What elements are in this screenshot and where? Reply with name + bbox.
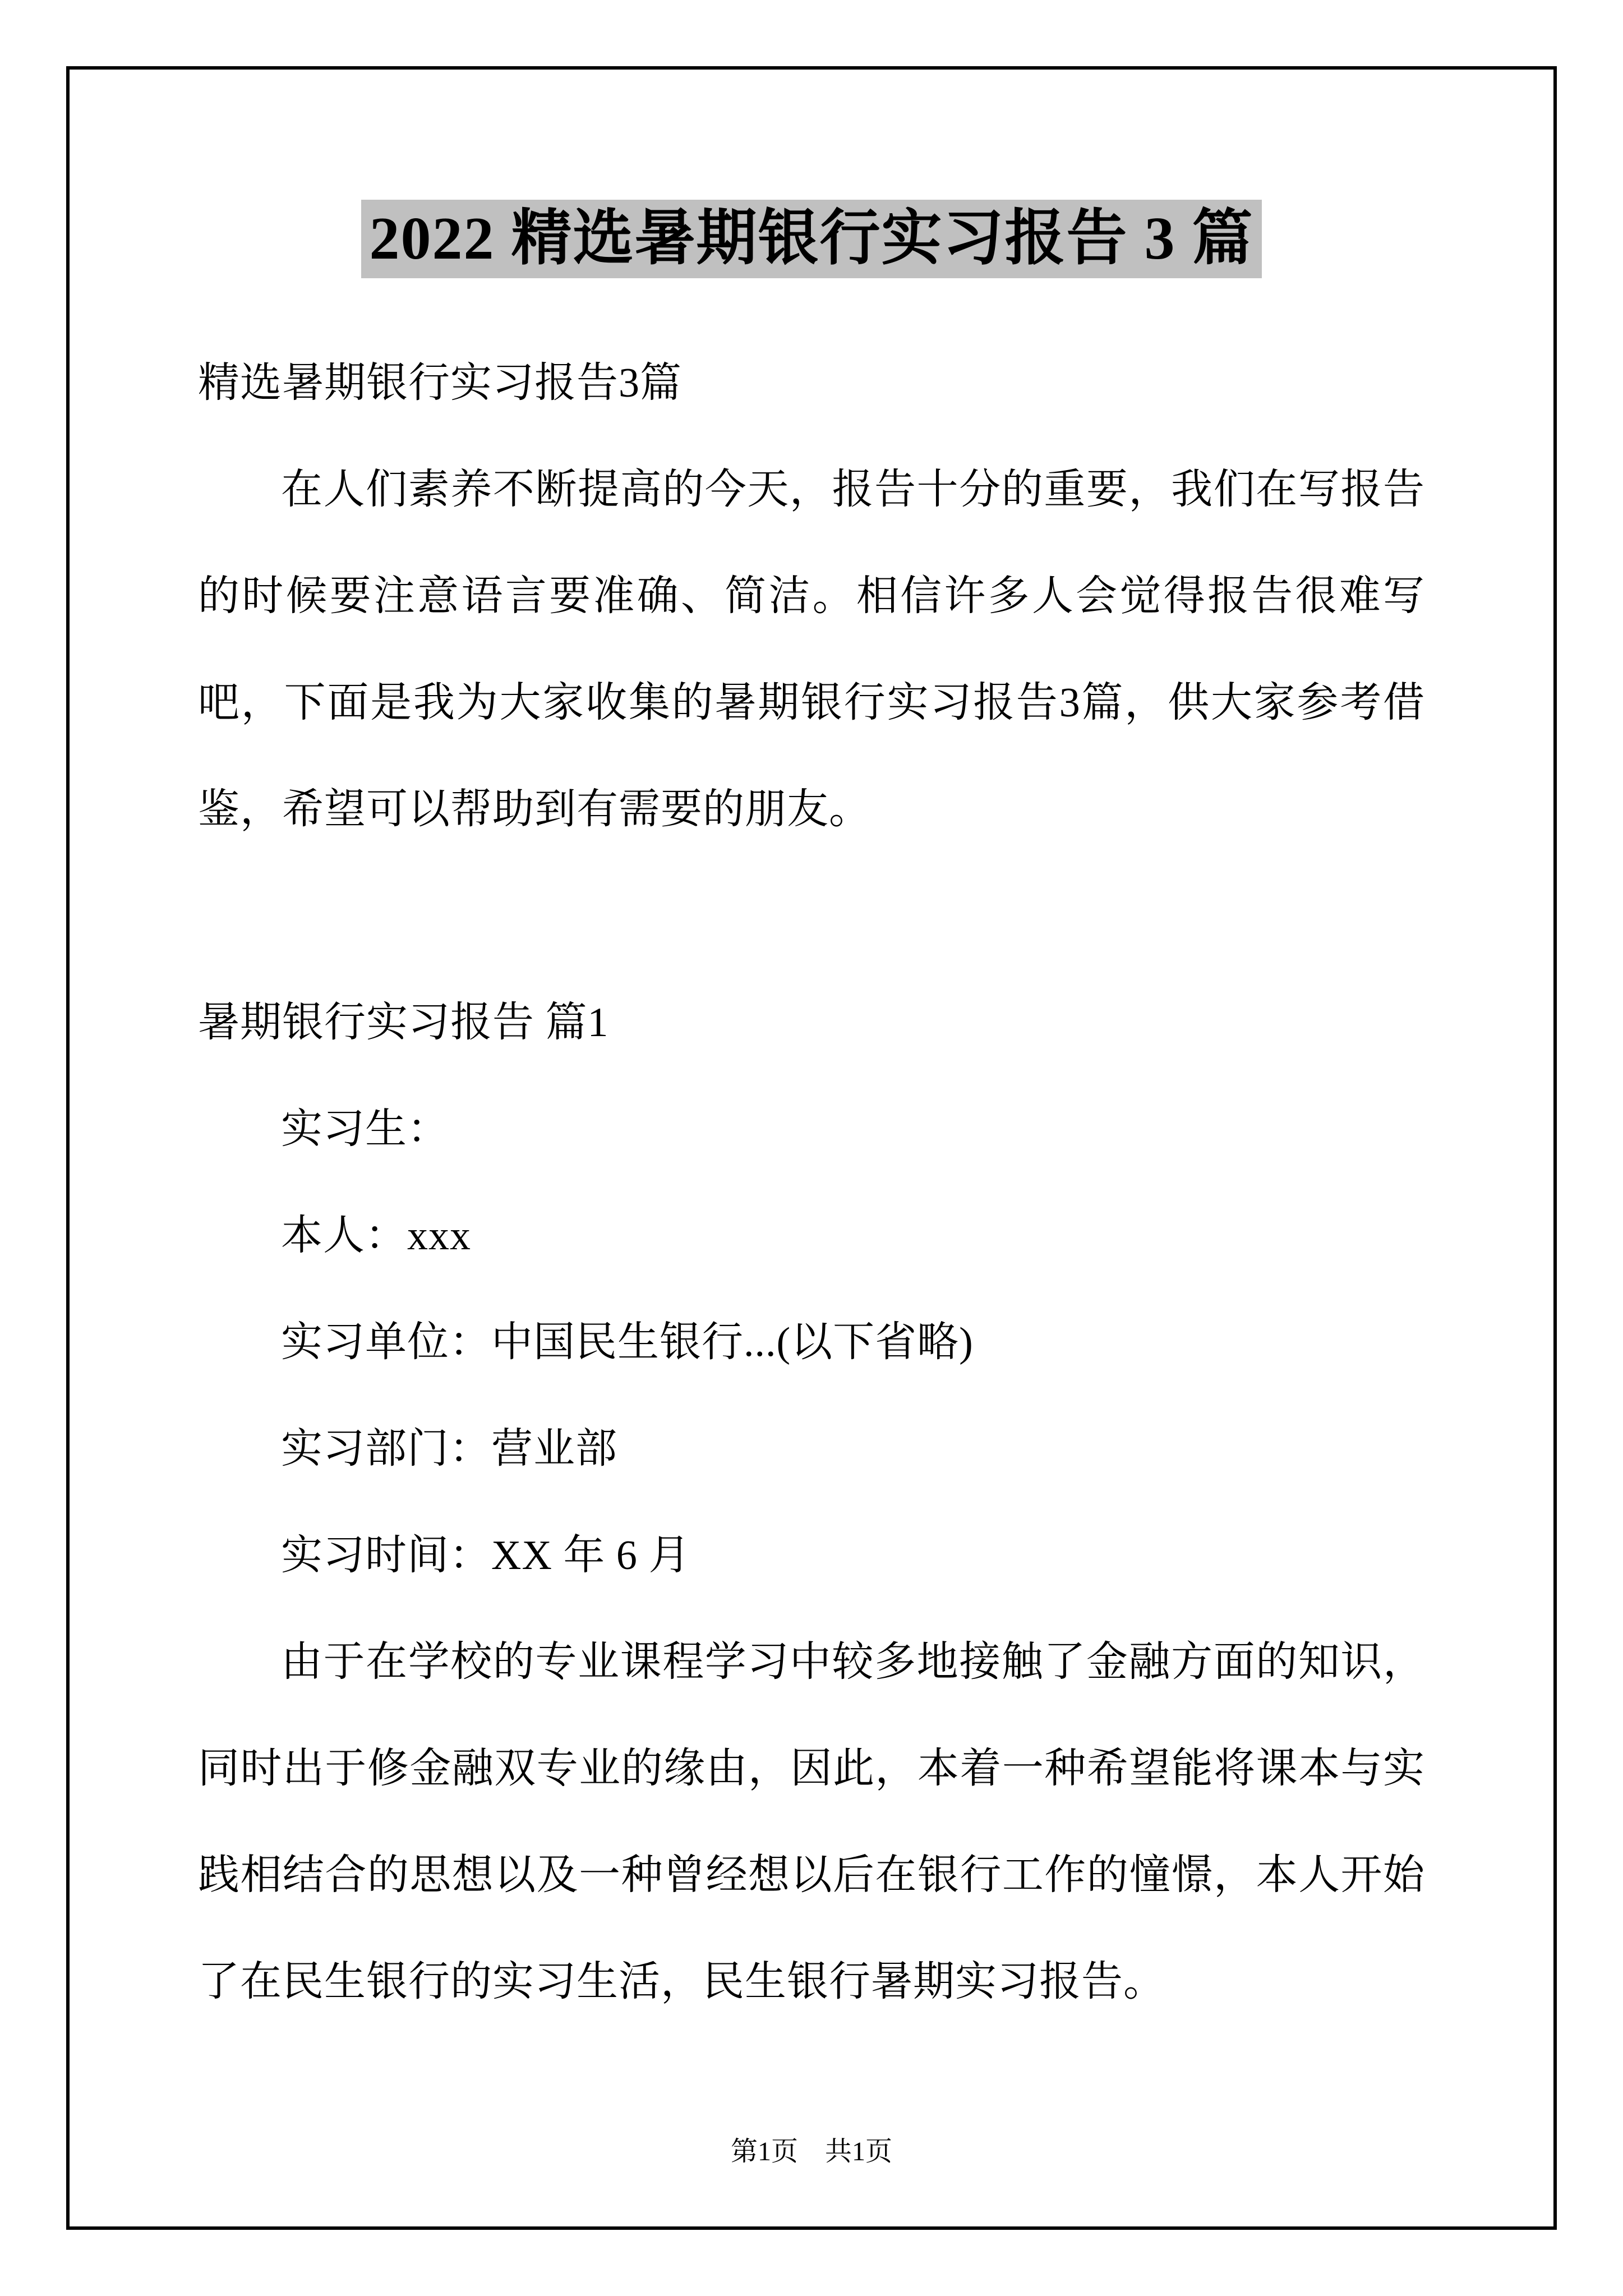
title-highlight: 2022 精选暑期银行实习报告 3 篇 xyxy=(361,200,1261,278)
page-footer: 第1页 共1页 xyxy=(730,2137,892,2166)
paragraph: 实习时间：XX 年 6 月 xyxy=(281,1533,691,1579)
paragraph: 本人：xxx xyxy=(281,1213,471,1259)
paragraph: 暑期银行实习报告 篇1 xyxy=(198,1000,609,1046)
paragraph: 实习部门：营业部 xyxy=(281,1426,617,1472)
document-title xyxy=(198,200,1425,278)
paragraph: 由于在学校的专业课程学习中较多地接触了金融方面的知识，同时出于修金融双专业的缘由，因此，本着一种希望能将课本与实践相结合的思想以及一种曾经想以后在银行工作的憧憬，本人开始了在民生银行的实习生活，民生银行暑期实习报告。 xyxy=(198,1639,1425,2005)
document-body xyxy=(198,330,1425,2035)
paragraph: 在人们素养不断提高的今天，报告十分的重要，我们在写报告的时候要注意语言要准确、简洁。相信许多人会觉得报告很难写吧，下面是我为大家收集的暑期银行实习报告3篇，供大家参考借鉴，希望可以帮助到有需要的朋友。 xyxy=(198,467,1425,832)
paragraph: 实习生： xyxy=(281,1106,449,1152)
paragraph: 实习单位：中国民生银行...(以下省略) xyxy=(281,1319,974,1365)
document-content xyxy=(198,69,1425,2035)
paragraph: 精选暑期银行实习报告3篇 xyxy=(198,360,682,406)
